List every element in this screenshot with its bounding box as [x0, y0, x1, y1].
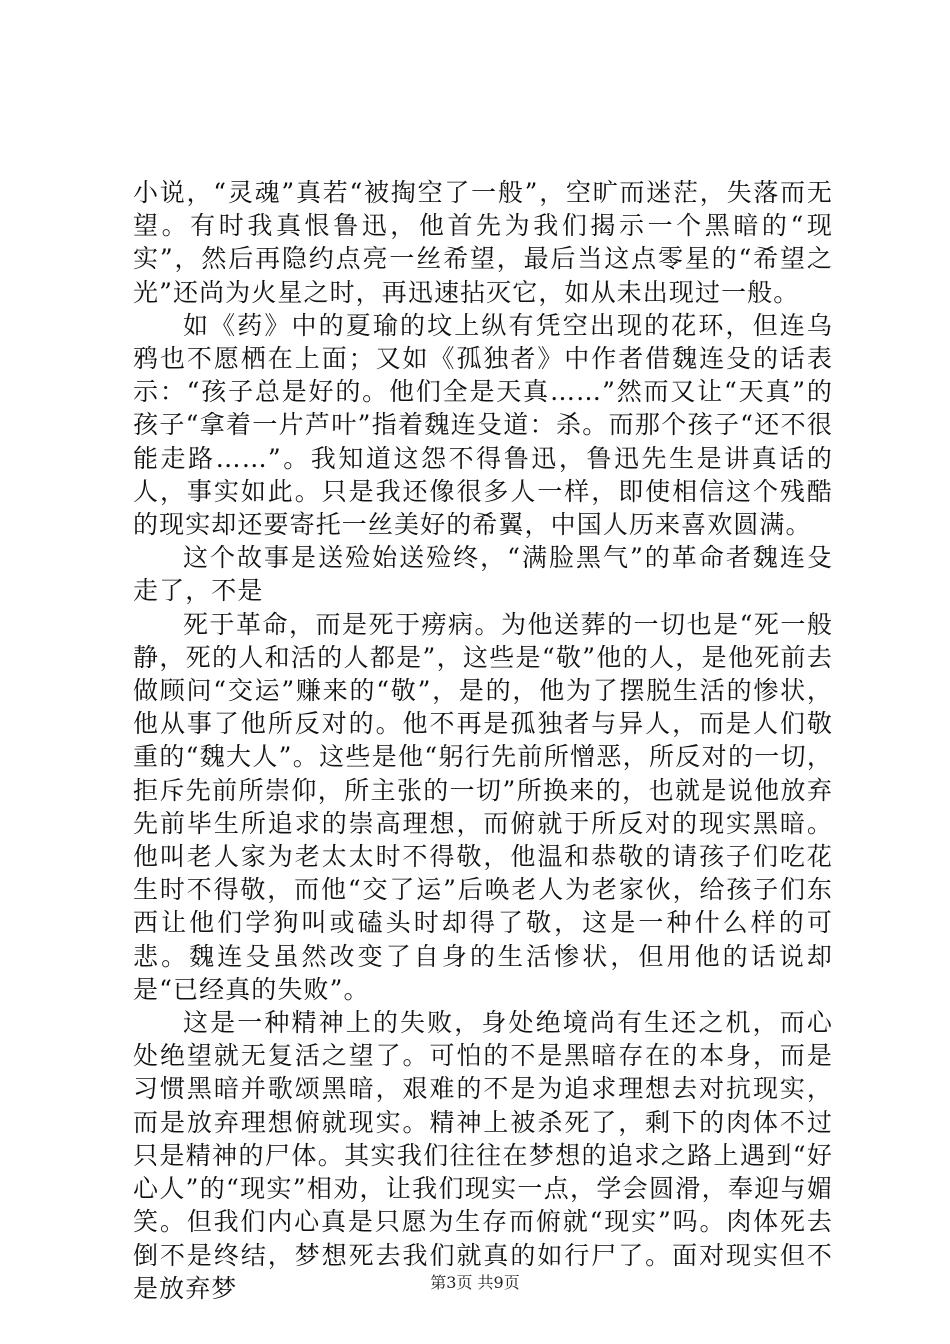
paragraph-4: 死于革命，而是死于痨病。为他送葬的一切也是“死一般静，死的人和活的人都是”，这些是“敬”他的人，是他死前去做顾问“交运”赚来的“敬”，是的，他为了摆脱生活的惨状，他从事了他所反对的。他不再是孤独者与异人，而是人们敬重的“魏大人”。这些是他“躬行先前所憎恶，所反对的一切，拒斥先前所崇仰，所主张的一切”所换来的，也就是说他放弃先前毕生所追求的崇高理想，而俯就于所反对的现实黑暗。他叫老人家为老太太时不得敬，他温和恭敬的请孩子们吃花生时不得敬，而他“交了运”后唤老人为老家伙，给孩子们东西让他们学狗叫或磕头时却得了敬，这是一种什么样的可悲。魏连殳虽然改变了自身的生活惨状，但用他的话说却是“已经真的失败”。: [133, 609, 833, 1004]
document-body: [133, 176, 833, 1305]
page-number-label: 第3页 共9页: [430, 1273, 520, 1292]
paragraph-5: 这是一种精神上的失败，身处绝境尚有生还之机，而心处绝望就无复活之望了。可怕的不是黑暗存在的本身，而是习惯黑暗并歌颂黑暗，艰难的不是为追求理想去对抗现实，而是放弃理想俯就现实。精神上被杀死了，剩下的肉体不过只是精神的尸体。其实我们往往在梦想的追求之路上遇到“好心人”的“现实”相劝，让我们现实一点，学会圆滑，奉迎与媚笑。但我们内心真是只愿为生存而俯就“现实”吗。肉体死去倒不是终结，梦想死去我们就真的如行尸了。面对现实但不是放弃梦: [133, 1008, 833, 1303]
page-footer: [0, 1270, 950, 1293]
paragraph-3: 这个故事是送殓始送殓终，“满脸黑气”的革命者魏连殳走了，不是: [133, 543, 833, 606]
paragraph-1: 小说，“灵魂”真若“被掏空了一般”，空旷而迷茫，失落而无望。有时我真恨鲁迅，他首先为我们揭示一个黑暗的“现实”，然后再隐约点亮一丝希望，最后当这点零星的“希望之光”还尚为火星之时，再迅速拈灭它，如从未出现过一般。: [133, 178, 833, 307]
paragraph-2: 如《药》中的夏瑜的坟上纵有凭空出现的花环，但连乌鸦也不愿栖在上面；又如《孤独者》中作者借魏连殳的话表示：“孩子总是好的。他们全是天真……”然而又让“天真”的孩子“拿着一片芦叶”指着魏连殳道：杀。而那个孩子“还不很能走路……”。我知道这怨不得鲁迅，鲁迅先生是讲真话的人，事实如此。只是我还像很多人一样，即使相信这个残酷的现实却还要寄托一丝美好的希翼，中国人历来喜欢圆满。: [133, 310, 833, 540]
